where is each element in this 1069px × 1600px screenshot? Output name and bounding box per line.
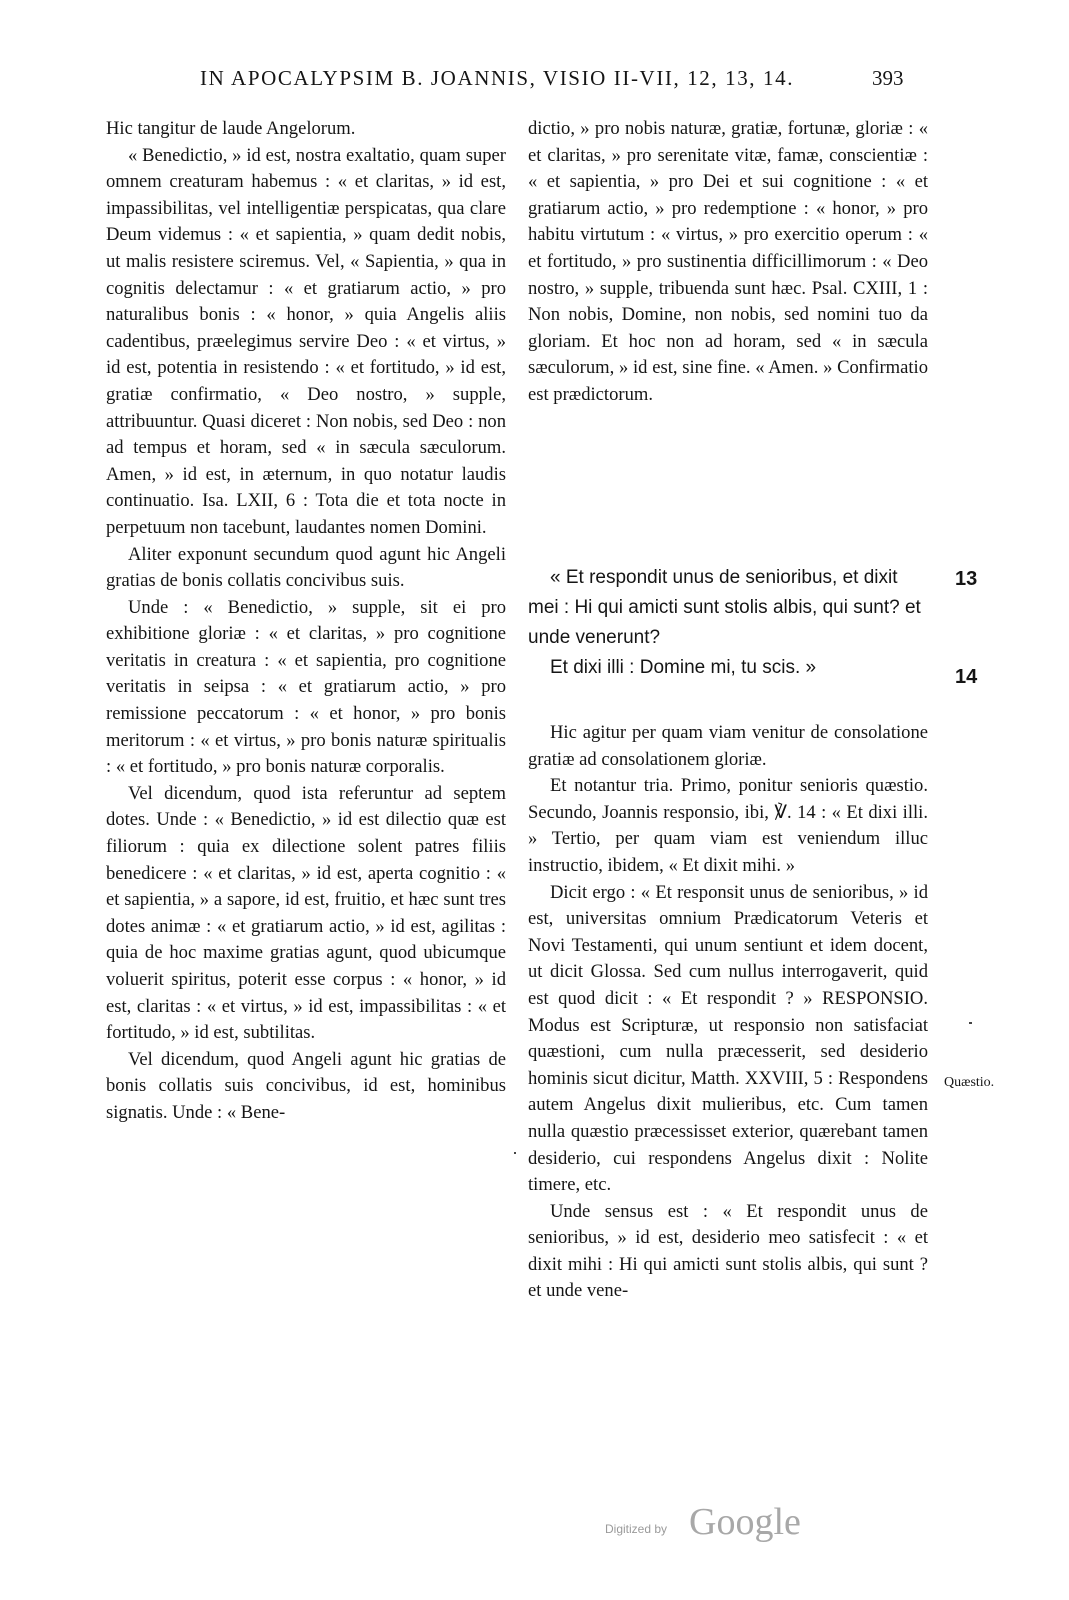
paragraph: Vel dicendum, quod Angeli agunt hic gratias de bonis collatis suis concivibus, id est, hominibus signatis. Unde : « Bene- [106, 1048, 506, 1123]
paragraph: Hic tangitur de laude Angelorum. [106, 118, 356, 139]
paragraph: Unde : « Benedictio, » supple, sit ei pro exhibitione gloriæ : « et claritas, » pro cognitione veritatis in creatura : « et sapientia, pro cognitione veritatis in seipsa : « et gratiarum actio, » pro remissione peccatorum : « et honor, » pro bonis meritorum : « et virtus, » pro bonis naturæ spiritualis : « et fortitudo, » pro bonis naturæ corporalis. [106, 596, 506, 778]
paragraph: Et notantur tria. Primo, ponitur senioris quæstio. Secundo, Joannis responsio, ibi, ℣. 14 : « Et dixi illi. » Tertio, per quam viam est veniendum illuc instructio, ibidem, « Et dixit mihi. » [528, 775, 928, 876]
print-speck [969, 1022, 972, 1024]
digitized-by-label: Digitized by [605, 1522, 668, 1536]
paragraph: dictio, » pro nobis naturæ, gratiæ, fortunæ, gloriæ : « et claritas, » pro serenitate vitæ, famæ, conscientiæ : « et sapientia, » pro Dei et sui cognitione : « et gratiarum actio, » pro redemptione : « honor, » pro habitu virtutum : « virtus, » pro exercitio operum : « et fortitudo, » pro sustinentia difficillimorum : « Deo nostro, » supple, tribuenda sunt hæc. Psal. CXIII, 1 : Non nobis, Domine, non nobis, sed nomini tuo da gloriam. Et hoc non ad horam, sed « in sæcula sæculorum, » id est, sine fine. « Amen. » Confirmatio est prædictorum. [528, 118, 928, 405]
running-header [0, 66, 1069, 102]
paragraph: « Benedictio, » id est, nostra exaltatio, quam super omnem creaturam habemus : « et claritas, » id est, impassibilitas, vel intelligentiæ perspicatas, qua clare Deum videmus : « et sapientia, » quam dedit nobis, ut malis resistere sciremus. Vel, « Sapientia, » qua in cognitis delectamur : « et gratiarum actio, » pro naturalibus bonis : « honor, » quia Angelis aliis cadentibus, præelegimus servire Deo : « et virtus, » id est, potentia in resistendo : « et fortitudo, » id est, gratiæ confirmatio, « Deo nostro, » supple, attribuuntur. Quasi diceret : Non nobis, sed Deo : non ad tempus et horam, sed « in sæcula sæculorum. Amen, » id est, in æternum, in quo notatur laudis continuatio. Isa. LXII, 6 : Tota die et tota nocte in perpetuum non tacebunt, laudantes nomen Domini. [106, 144, 506, 538]
print-speck [514, 1152, 516, 1154]
google-logo: Google [689, 1501, 801, 1543]
right-column-top [528, 116, 928, 409]
paragraph: Vel dicendum, quod ista referuntur ad septem dotes. Unde : « Benedictio, » id est dilectio quæ est filiorum : quia ex dilectione solent patres filiis benedicere : « et claritas, » id est, aperta cognitio : « et sapientia, » a sapore, id est, fruitio, et hæc sunt tres dotes animæ : « et gratiarum actio, » id est, agilitas : quia de hoc maxime gratias agunt, quod ubicumque voluerit spiritus, poterit esse corpus : « honor, » id est, claritas : « et virtus, » id est, impassibilitas : « et fortitudo, » id est, subtilitas. [106, 782, 506, 1044]
verse-text: « Et respondit unus de senioribus, et dixit mei : Hi qui amicti sunt stolis albis, qui sunt? et unde venerunt? [528, 567, 921, 648]
running-title: IN APOCALYPSIM B. JOANNIS, VISIO II-VII, 12, 13, 14. [200, 66, 795, 90]
verse-number-13: 13 [955, 568, 978, 590]
verse-number-14: 14 [955, 666, 978, 688]
paragraph: Dicit ergo : « Et responsit unus de senioribus, » id est, universitas omnium Prædicatorum Veteris et Novi Testamenti, qui unum sentiunt et idem docent, ut dicit Glossa. Sed cum nullus interrogaverit, quid est quod dicit : « Et respondit ? » RESPONSIO. Modus est Scripturæ, ut responsio non satisfaciat quæstioni, cum nulla præcesserit, sed desiderio hominis sicut dicitur, Matth. XXVIII, 5 : Respondens autem Angelus dixit mulieribus, etc. Cum tamen nulla quæstio præcessisset exterior, quærebant tamen desiderio, cui respondens Angelus dixit : Nolite timere, etc. [528, 881, 928, 1196]
paragraph: Aliter exponunt secundum quod agunt hic Angeli gratias de bonis collatis concivibus suis. [106, 543, 506, 592]
left-column [106, 116, 506, 1127]
digitization-footer [605, 1500, 865, 1550]
margin-note-quaestio: Quæstio. [944, 1075, 995, 1090]
verse-text: Et dixi illi : Domine mi, tu scis. » [550, 657, 817, 678]
right-column-bottom [528, 720, 928, 1305]
paragraph: Hic agitur per quam viam venitur de consolatione gratiæ ad consolationem gloriæ. [528, 722, 928, 770]
page-number: 393 [872, 66, 904, 90]
paragraph: Unde sensus est : « Et respondit unus de senioribus, » id est, desiderio meo satisfecit : « et dixit mihi : Hi qui amicti sunt stolis albis, qui sunt ? et unde vene- [528, 1200, 928, 1302]
scripture-verse-block [528, 563, 928, 683]
